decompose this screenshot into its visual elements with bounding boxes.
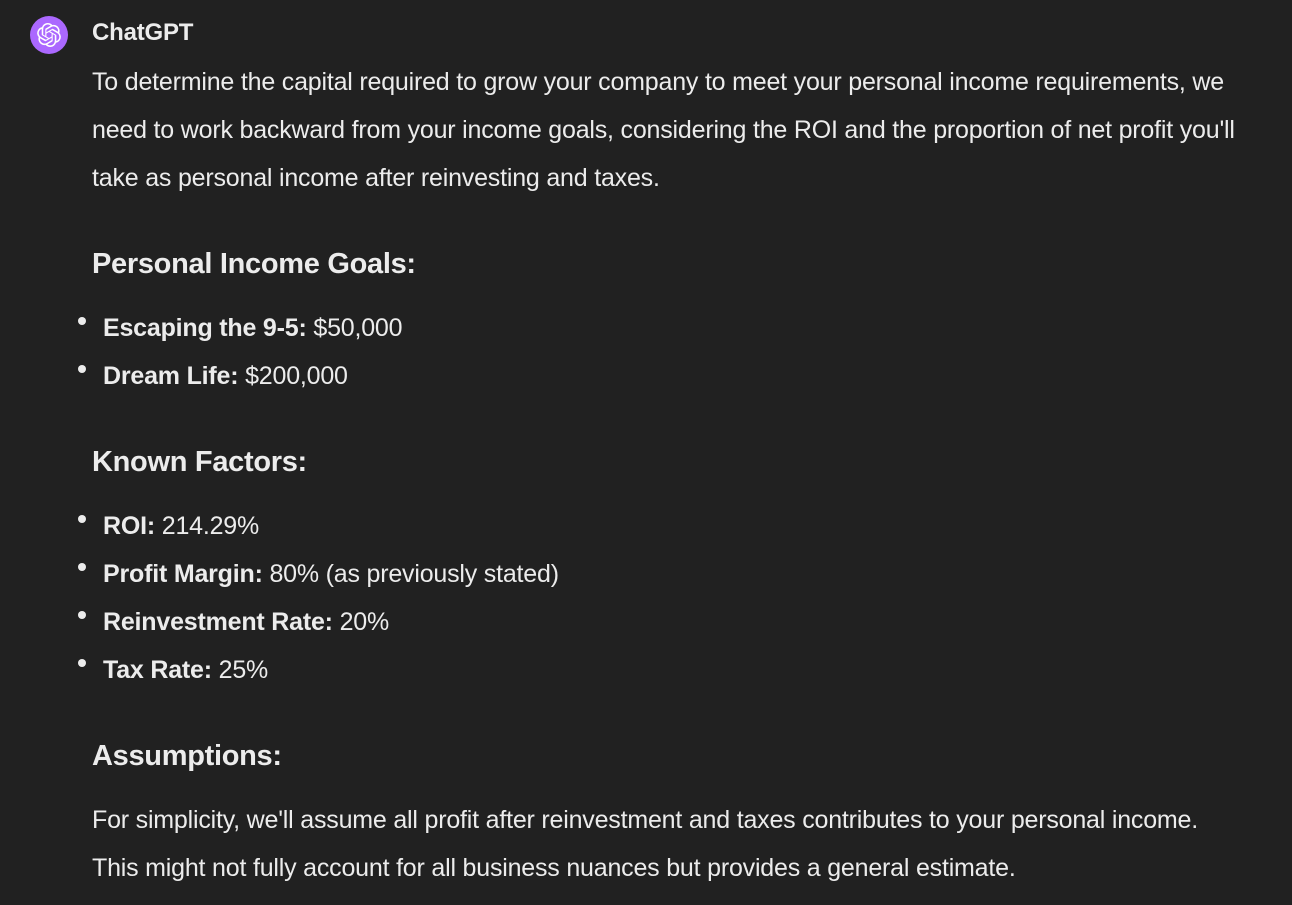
item-value: 20%	[339, 608, 389, 636]
list-item	[92, 646, 1248, 694]
item-label: Escaping the 9-5:	[103, 314, 307, 342]
item-label: Dream Life:	[103, 362, 239, 390]
item-value: 80% (as previously stated)	[269, 560, 559, 588]
item-value: 25%	[218, 656, 269, 684]
item-value: $50,000	[313, 314, 403, 342]
item-value: $200,000	[245, 362, 348, 390]
item-label: Tax Rate:	[103, 656, 212, 684]
section-list	[92, 502, 1248, 694]
openai-logo-icon	[37, 23, 61, 47]
assistant-avatar	[30, 16, 68, 54]
list-item	[92, 502, 1248, 550]
list-item	[92, 304, 1248, 352]
item-label: ROI:	[103, 512, 155, 540]
item-label: Reinvestment Rate:	[103, 608, 333, 636]
item-label: Profit Margin:	[103, 560, 263, 588]
section-heading: Known Factors:	[92, 446, 307, 478]
section-paragraph: For simplicity, we'll assume all profit after reinvestment and taxes contributes to your personal income. This might not fully account for all business nuances but provides a general estimate.	[92, 806, 1199, 882]
intro-paragraph: To determine the capital required to grow your company to meet your personal income requirements, we need to work backward from your income goals, considering the ROI and the proportion of net profit you'll take as personal income after reinvesting and taxes.	[92, 68, 1235, 192]
item-value: 214.29%	[161, 512, 260, 540]
list-item	[92, 352, 1248, 400]
message-sections	[92, 246, 1248, 892]
list-item	[92, 598, 1248, 646]
message-content	[92, 16, 1248, 892]
sender-name: ChatGPT	[92, 19, 194, 46]
section-heading: Assumptions:	[92, 740, 282, 772]
section-list	[92, 304, 1248, 400]
section-heading: Personal Income Goals:	[92, 248, 416, 280]
list-item	[92, 550, 1248, 598]
